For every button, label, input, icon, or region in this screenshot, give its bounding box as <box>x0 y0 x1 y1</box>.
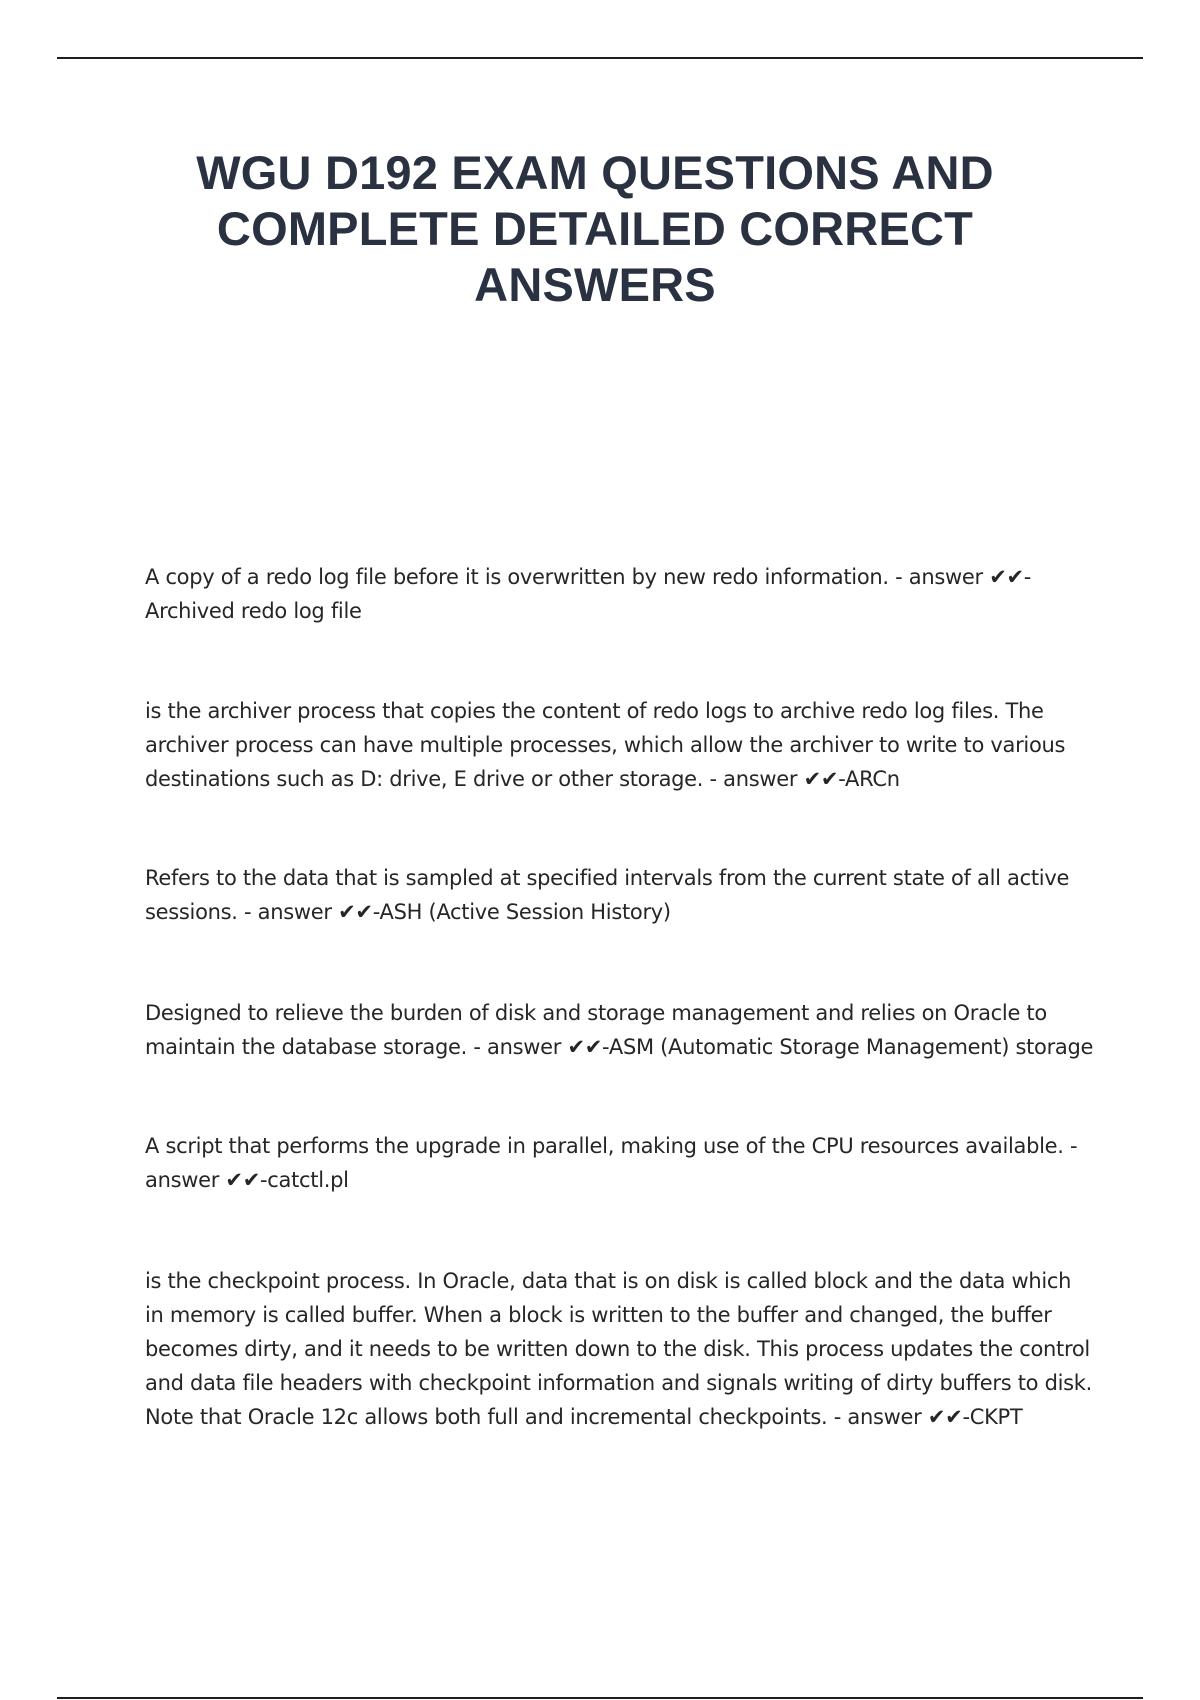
top-divider <box>57 57 1143 59</box>
qa-entry: Designed to relieve the burden of disk and storage management and relies on Oracle to maintain the database storage. - answer ✔✔-ASM (Automatic Storage Management) storage <box>145 1001 1094 1059</box>
qa-entry: A script that performs the upgrade in parallel, making use of the CPU resources available. - answer ✔✔-catctl.pl <box>145 1134 1078 1192</box>
qa-entry: A copy of a redo log file before it is overwritten by new redo information. - answer ✔✔-Archived redo log file <box>145 565 1032 623</box>
qa-entry: is the archiver process that copies the content of redo logs to archive redo log files. The archiver process can have multiple processes, which allow the archiver to write to various destinations such as D: drive, E drive or other storage. - answer ✔✔-ARCn <box>145 699 1066 791</box>
qa-entry: Refers to the data that is sampled at specified intervals from the current state of all active sessions. - answer ✔✔-ASH (Active Session History) <box>145 866 1070 924</box>
bottom-divider <box>57 1697 1143 1699</box>
document-title: WGU D192 EXAM QUESTIONS AND COMPLETE DETAILED CORRECT ANSWERS <box>196 146 994 311</box>
qa-entry: is the checkpoint process. In Oracle, data that is on disk is called block and the data which in memory is called buffer. When a block is written to the buffer and changed, the buffer becomes dirty, and it needs to be written down to the disk. This process updates the control and data file headers with checkpoint information and signals writing of dirty buffers to disk. Note that Oracle 12c allows both full and incremental checkpoints. - answer ✔✔-CKPT <box>145 1269 1093 1429</box>
